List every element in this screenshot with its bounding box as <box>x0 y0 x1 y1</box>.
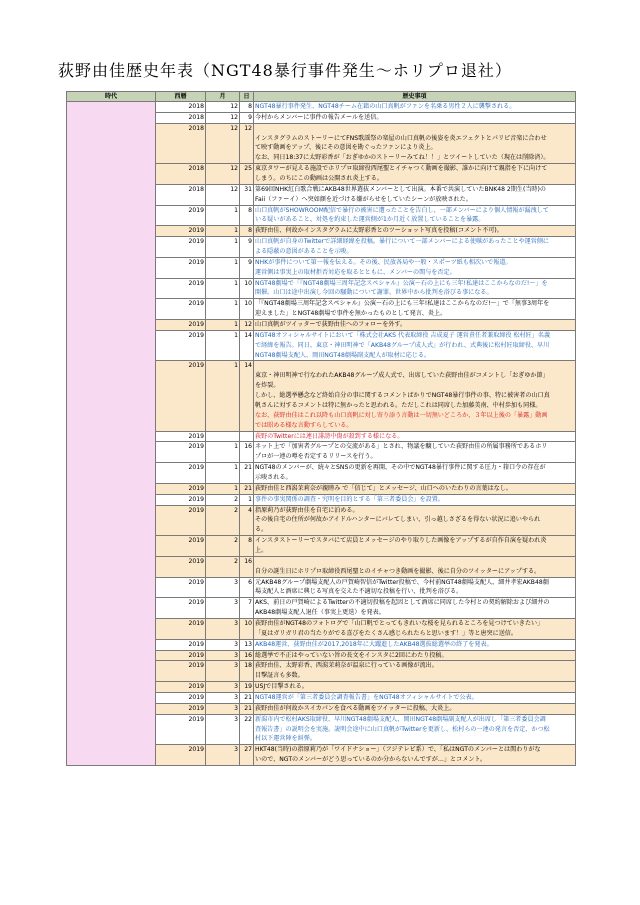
year-cell: 2018 <box>156 112 206 123</box>
month-cell: 3 <box>206 639 240 650</box>
year-cell: 2019 <box>156 618 206 639</box>
event-line: 山口真帆が自身のTwitterで詳細経緯を投稿。暴行について一部メンバーによる使嗾があったことや運営側に <box>255 238 550 246</box>
day-cell: 22 <box>240 714 254 745</box>
year-cell: 2019 <box>156 320 206 331</box>
year-cell: 2019 <box>156 556 206 577</box>
event-line: NGT48劇場支配人、岡田NGT48劇場副支配人が取材に応じる。 <box>255 351 431 359</box>
event-line: よる隠蔽の意図があることを示唆。 <box>255 248 353 256</box>
event-line <box>255 124 574 134</box>
month-cell: 1 <box>206 361 240 431</box>
year-cell: 2019 <box>156 361 206 431</box>
year-cell: 2019 <box>156 661 206 682</box>
event-cell <box>254 102 576 113</box>
month-cell: 3 <box>206 682 240 693</box>
table-header-row <box>67 92 576 102</box>
day-cell: 1 <box>240 494 254 505</box>
event-line: USJで目撃される。 <box>255 683 308 691</box>
day-cell: 10 <box>240 278 254 299</box>
month-cell: 2 <box>206 536 240 557</box>
month-cell: 1 <box>206 237 240 258</box>
month-cell: 3 <box>206 618 240 639</box>
event-line: 第69回NHK紅白歌合戦にAKB48世界選抜メンバーとして出演。本番で共演していたBNK48 2期生(当時)の <box>255 185 546 193</box>
day-cell: 9 <box>240 112 254 123</box>
event-line: 東京タワーが見える施設でホリプロ取締役西尾聖とイチャつく動画を撮影、誰かに向けて親指を下に向けて <box>255 165 548 173</box>
event-line: 総選挙で不正はやっていない旨の長文をインスタに2回にわたり投稿。 <box>255 651 448 659</box>
day-cell: 25 <box>240 164 254 185</box>
event-cell <box>254 556 576 577</box>
year-cell: 2019 <box>156 226 206 237</box>
day-cell: 27 <box>240 745 254 766</box>
event-line: 指原莉乃が荻野由佳を自宅に泊める。 <box>255 506 359 514</box>
event-line: いので、NGTのメンバーがどう思っているのか分からないんですが…」とコメント。 <box>255 756 487 764</box>
event-line: 山口真帆がSHOWROOM配信で暴行の被害に遭ったことを告白し、一部メンバーにより個人情報が漏洩して <box>255 206 549 214</box>
event-line: 元AKB48グループ劇場支配人の戸賀崎智信がTwitter投稿で、今村前NGT48劇場支配人、細井孝宏AKB48劇 <box>255 578 549 586</box>
month-cell: 3 <box>206 714 240 745</box>
event-cell <box>254 505 576 536</box>
year-cell: 2019 <box>156 278 206 299</box>
event-cell <box>254 577 576 598</box>
event-line: ネット上で「加害者グループとの交流がある」とされ、物議を醸していた荻野由佳の所属事務所であるホリ <box>255 443 548 451</box>
day-cell: 16 <box>240 442 254 463</box>
event-line: 「『NGT48劇場三周年記念スペシャル』公演〜石の上にも三年!私達はここからなのだ!〜」で「無事3周年を <box>255 300 550 308</box>
event-line: で経緯を報告。同日、東京・神田明神で「AKB48グループ成人式」が行われ、式典後に松村匠取締役、早川 <box>255 341 550 349</box>
event-line: NGT48オフィシャルサイトにおいて「株式会社AKS 代表取締役 吉成夏子 運営責任者兼取締役 松村匠」名義 <box>255 331 551 339</box>
event-line: いる疑いがあること、対処を約束した運営側が1か月近く放置していることを暴露。 <box>255 216 485 224</box>
event-line: 示唆される。 <box>255 473 292 481</box>
month-cell: 1 <box>206 205 240 226</box>
day-cell: 13 <box>240 639 254 650</box>
event-cell <box>254 692 576 703</box>
header-day: 日 <box>240 92 254 102</box>
event-line: 運営側は事実上の取材拒否対応を取るとともに、メンバーの関与を否定。 <box>255 268 456 276</box>
event-cell <box>254 431 576 442</box>
event-cell <box>254 320 576 331</box>
day-cell: 10 <box>240 618 254 639</box>
month-cell: 3 <box>206 703 240 714</box>
event-cell <box>254 682 576 693</box>
event-line: HKT48(当時)の指原莉乃が「ワイドナショー」（フジテレビ系）で、「私はNGTのメンバーとは関わりがな <box>255 746 541 754</box>
event-line: NGT48暴行事件発生、NGT48チーム在籍の山口真帆がファンを名乗る男性２人に襲撃される。 <box>255 103 516 110</box>
event-line: 荻野のTwitterには連日誹謗中傷が殺到する様になる。 <box>255 432 404 440</box>
event-cell <box>254 463 576 484</box>
event-line: 上。 <box>255 546 268 554</box>
year-cell: 2019 <box>156 703 206 714</box>
year-cell: 2019 <box>156 494 206 505</box>
era-cell <box>67 102 156 766</box>
year-cell: 2019 <box>156 431 206 442</box>
page-title: 荻野由佳歴史年表（NGT48暴行事件発生〜ホリプロ退社） <box>58 61 512 80</box>
event-line <box>255 557 574 567</box>
day-cell: 21 <box>240 692 254 703</box>
event-line: しかし、総選挙懸念など終始自分の事に関するコメントばかりでNGT48暴行事件の事、特に被害者の山口真 <box>255 392 550 400</box>
event-line: て映す動画をアップ、後にその意図を勘ぐったファンにより炎上。 <box>255 144 437 152</box>
year-cell: 2018 <box>156 123 206 163</box>
month-cell: 3 <box>206 598 240 619</box>
event-line: プロが一連の噂を否定するリリースを行う。 <box>255 453 377 461</box>
month-cell: 1 <box>206 463 240 484</box>
day-cell: 8 <box>240 205 254 226</box>
event-cell <box>254 226 576 237</box>
event-line: Faii（ファーイ）へ突如顔を近づける嫌がらせをしていたシーンが放映された。 <box>255 195 472 203</box>
year-cell: 2019 <box>156 463 206 484</box>
month-cell: 1 <box>206 483 240 494</box>
year-cell: 2018 <box>156 184 206 205</box>
day-cell <box>240 431 254 442</box>
month-cell: 2 <box>206 494 240 505</box>
event-line: 目撃証言も多数。 <box>255 672 304 680</box>
event-cell <box>254 639 576 650</box>
event-cell <box>254 123 576 163</box>
year-cell: 2019 <box>156 257 206 278</box>
year-cell: 2019 <box>156 692 206 703</box>
month-cell: 3 <box>206 692 240 703</box>
day-cell: 16 <box>240 650 254 661</box>
month-cell: 12 <box>206 112 240 123</box>
event-line: 開催。山口は途中出演し今回の騒動について謝罪、世界中から批判を浴びる事になる。 <box>255 289 493 297</box>
year-cell: 2018 <box>156 164 206 185</box>
event-line: 荻野由佳と西潟茉莉奈が親睦み で「信じて」とメッセージ、山口へのいたわりの言葉はなし。 <box>255 484 513 492</box>
month-cell: 12 <box>206 184 240 205</box>
event-line: NGT48劇場で「『NGT48劇場三周年記念スペシャル』公演〜石の上にも三年!私達はここからなのだ!〜」を <box>255 279 548 287</box>
day-cell: 18 <box>240 661 254 682</box>
day-cell: 21 <box>240 703 254 714</box>
event-line: AKB48劇場支配人退任（事実上更迭）を発表。 <box>255 609 385 617</box>
event-line: 迎えました」とNGT48劇場で事件を無かったものとして発言、炎上。 <box>255 310 447 318</box>
header-month: 月 <box>206 92 240 102</box>
day-cell: 10 <box>240 299 254 320</box>
day-cell: 9 <box>240 257 254 278</box>
event-cell <box>254 598 576 619</box>
event-cell <box>254 330 576 361</box>
month-cell: 12 <box>206 123 240 163</box>
year-cell: 2019 <box>156 714 206 745</box>
month-cell: 1 <box>206 320 240 331</box>
event-line: NGT48運営が「第三者委員会調査報告書」をNGT48オフィシャルサイトで公表。 <box>255 693 478 701</box>
event-cell <box>254 483 576 494</box>
month-cell: 12 <box>206 102 240 113</box>
event-line: インスタグラムのストーリーにてFNS歌謡祭の楽屋の山口真帆の後姿を炎エフェクトとパリピ音楽に合わせ <box>255 134 547 142</box>
event-cell <box>254 618 576 639</box>
year-cell: 2019 <box>156 483 206 494</box>
month-cell: 12 <box>206 164 240 185</box>
event-line: AKB48運営、荻野由佳が2017,2018年に大躍進したAKB48選抜総選挙の終了を発表。 <box>255 640 493 648</box>
header-year: 西暦 <box>156 92 206 102</box>
year-cell: 2019 <box>156 639 206 650</box>
year-cell: 2019 <box>156 505 206 536</box>
day-cell: 21 <box>240 483 254 494</box>
event-cell <box>254 494 576 505</box>
year-cell: 2018 <box>156 102 206 113</box>
day-cell: 8 <box>240 536 254 557</box>
day-cell: 12 <box>240 123 254 163</box>
event-line: なお、荻野由佳はこれ以降も山口真帆に対し寄り添う言動は一切無いどころか、３年以上後の「暴露」動画 <box>255 411 548 419</box>
event-line: 荻野由佳、太野彩香、西潟茉莉奈が温泉に行っている画像が流出。 <box>255 662 438 670</box>
event-line: では昭める様な言動すらしている。 <box>255 421 353 429</box>
event-line: 事件の事実関係の調査・究明を目的とする「第三者委員会」を設置。 <box>255 495 444 503</box>
event-line: る。 <box>255 526 268 534</box>
table-row <box>67 102 576 113</box>
day-cell: 8 <box>240 226 254 237</box>
day-cell: 16 <box>240 556 254 577</box>
event-cell <box>254 112 576 123</box>
event-line: AKS、前日の戸賀崎によるTwitterの不適切投稿を起因として酒席に同席した今村との契約解除および細井の <box>255 599 550 607</box>
month-cell: 1 <box>206 330 240 361</box>
event-cell <box>254 237 576 258</box>
month-cell: 3 <box>206 745 240 766</box>
event-line: 帆さんに対するコメントは特に無かったと思われる。ただしこれは同席した加藤美南、中村歩加も同様。 <box>255 401 542 409</box>
event-line <box>255 361 574 371</box>
month-cell: 2 <box>206 505 240 536</box>
event-line: 荻野由佳、何故かインスタグラムに太野彩香とのツーショット写真を投稿(コメント不可)。 <box>255 227 503 235</box>
day-cell: 4 <box>240 505 254 536</box>
event-line: 査報告書」の説明会を実施。説明会途中に山口真帆がTwitterを更新し、松村らの一連の発言を否定、かつ松 <box>255 725 550 733</box>
header-event: 歴史事項 <box>254 92 576 102</box>
event-cell <box>254 442 576 463</box>
day-cell: 12 <box>240 320 254 331</box>
day-cell: 14 <box>240 330 254 361</box>
event-line: 東京・神田明神で行なわれたAKB48グループ成人式で、出席していた荻野由佳がコメントし「おぎゆか節」 <box>255 372 549 380</box>
event-line: インスタストーリーでスタバにて店員とメッセージのやり取りした画像をアップするが自作自演を疑われ炎 <box>255 537 547 545</box>
day-cell: 9 <box>240 237 254 258</box>
day-cell: 7 <box>240 598 254 619</box>
event-line: 今村からメンバーに事件の報告メールを送信。 <box>255 113 383 121</box>
event-line: 山口真帆がツイッターで荻野由佳へのフォローを外す。 <box>255 321 407 329</box>
day-cell: 14 <box>240 361 254 431</box>
event-line: 荻野由佳がNGT48のフォトログで「山口帆でとってもきれいな桜を見られるところを見つけていきたい」 <box>255 619 544 627</box>
month-cell: 1 <box>206 442 240 463</box>
chronology-table <box>66 91 576 766</box>
day-cell: 21 <box>240 463 254 484</box>
event-cell <box>254 257 576 278</box>
month-cell: 1 <box>206 226 240 237</box>
year-cell: 2019 <box>156 442 206 463</box>
year-cell: 2019 <box>156 577 206 598</box>
year-cell: 2019 <box>156 299 206 320</box>
event-cell <box>254 278 576 299</box>
event-line: NHKが事件について第一報を伝える。その後、民放各局や一般・スポーツ紙も相次いで報道。 <box>255 258 512 266</box>
year-cell: 2019 <box>156 330 206 361</box>
year-cell: 2019 <box>156 205 206 226</box>
month-cell: 1 <box>206 257 240 278</box>
month-cell: 2 <box>206 556 240 577</box>
day-cell: 19 <box>240 682 254 693</box>
header-era: 時代 <box>67 92 156 102</box>
event-cell <box>254 361 576 431</box>
day-cell: 8 <box>240 102 254 113</box>
event-cell <box>254 184 576 205</box>
month-cell: 1 <box>206 299 240 320</box>
event-line: なお、同日18:37に太野彩香が「おぎゆかのストーリーみてね！！」とツイートしていた（現在は削除済）。 <box>255 154 550 162</box>
event-cell <box>254 745 576 766</box>
month-cell: 3 <box>206 650 240 661</box>
event-line: NGT48のメンバーが、続々とSNSの更新を再開、その中でNGT48暴行事件に関する圧力・箝口令の存在が <box>255 464 546 472</box>
event-cell <box>254 650 576 661</box>
event-cell <box>254 299 576 320</box>
event-cell <box>254 703 576 714</box>
year-cell: 2019 <box>156 745 206 766</box>
event-line: 「夏はガリガリ君の当たりがでる喜びをたくさん感じられたらと思います！」等と唐突に送信。 <box>255 629 517 637</box>
event-line: を炸裂。 <box>255 382 280 390</box>
event-cell <box>254 164 576 185</box>
event-line: しまう。のちにこの動画は公開され炎上する。 <box>255 175 383 183</box>
event-cell <box>254 661 576 682</box>
event-cell <box>254 536 576 557</box>
month-cell: 3 <box>206 661 240 682</box>
event-line: 場支配人と酒席に興じる写真を交えた不適切な投稿を行い、批判を浴びる。 <box>255 588 463 596</box>
month-cell <box>206 431 240 442</box>
event-cell <box>254 714 576 745</box>
event-line: 自分の誕生日にホリプロ取締役西尾聖とのイチャつき動画を撮影、後に自分のツイッターにアップする。 <box>255 567 541 575</box>
day-cell: 31 <box>240 184 254 205</box>
event-line: その後自宅の住所が何故かアイドルハンターにバレてしまい、引っ越しさざるを得ない状況に追いやられ <box>255 516 541 524</box>
year-cell: 2019 <box>156 536 206 557</box>
month-cell: 3 <box>206 577 240 598</box>
event-line: 荻野由佳が何故かスイカパンを食べる動画をツイッターに投稿、大炎上。 <box>255 704 456 712</box>
event-line: 新潟市内で松村AKS取締役、早川NGT48劇場支配人、岡田NGT48劇場副支配人が出席し「第三者委員会調 <box>255 715 546 723</box>
year-cell: 2019 <box>156 598 206 619</box>
month-cell: 1 <box>206 278 240 299</box>
year-cell: 2019 <box>156 650 206 661</box>
year-cell: 2019 <box>156 682 206 693</box>
day-cell: 6 <box>240 577 254 598</box>
year-cell: 2019 <box>156 237 206 258</box>
event-cell <box>254 205 576 226</box>
event-line: 村以下運営陣を糾弾。 <box>255 735 316 743</box>
